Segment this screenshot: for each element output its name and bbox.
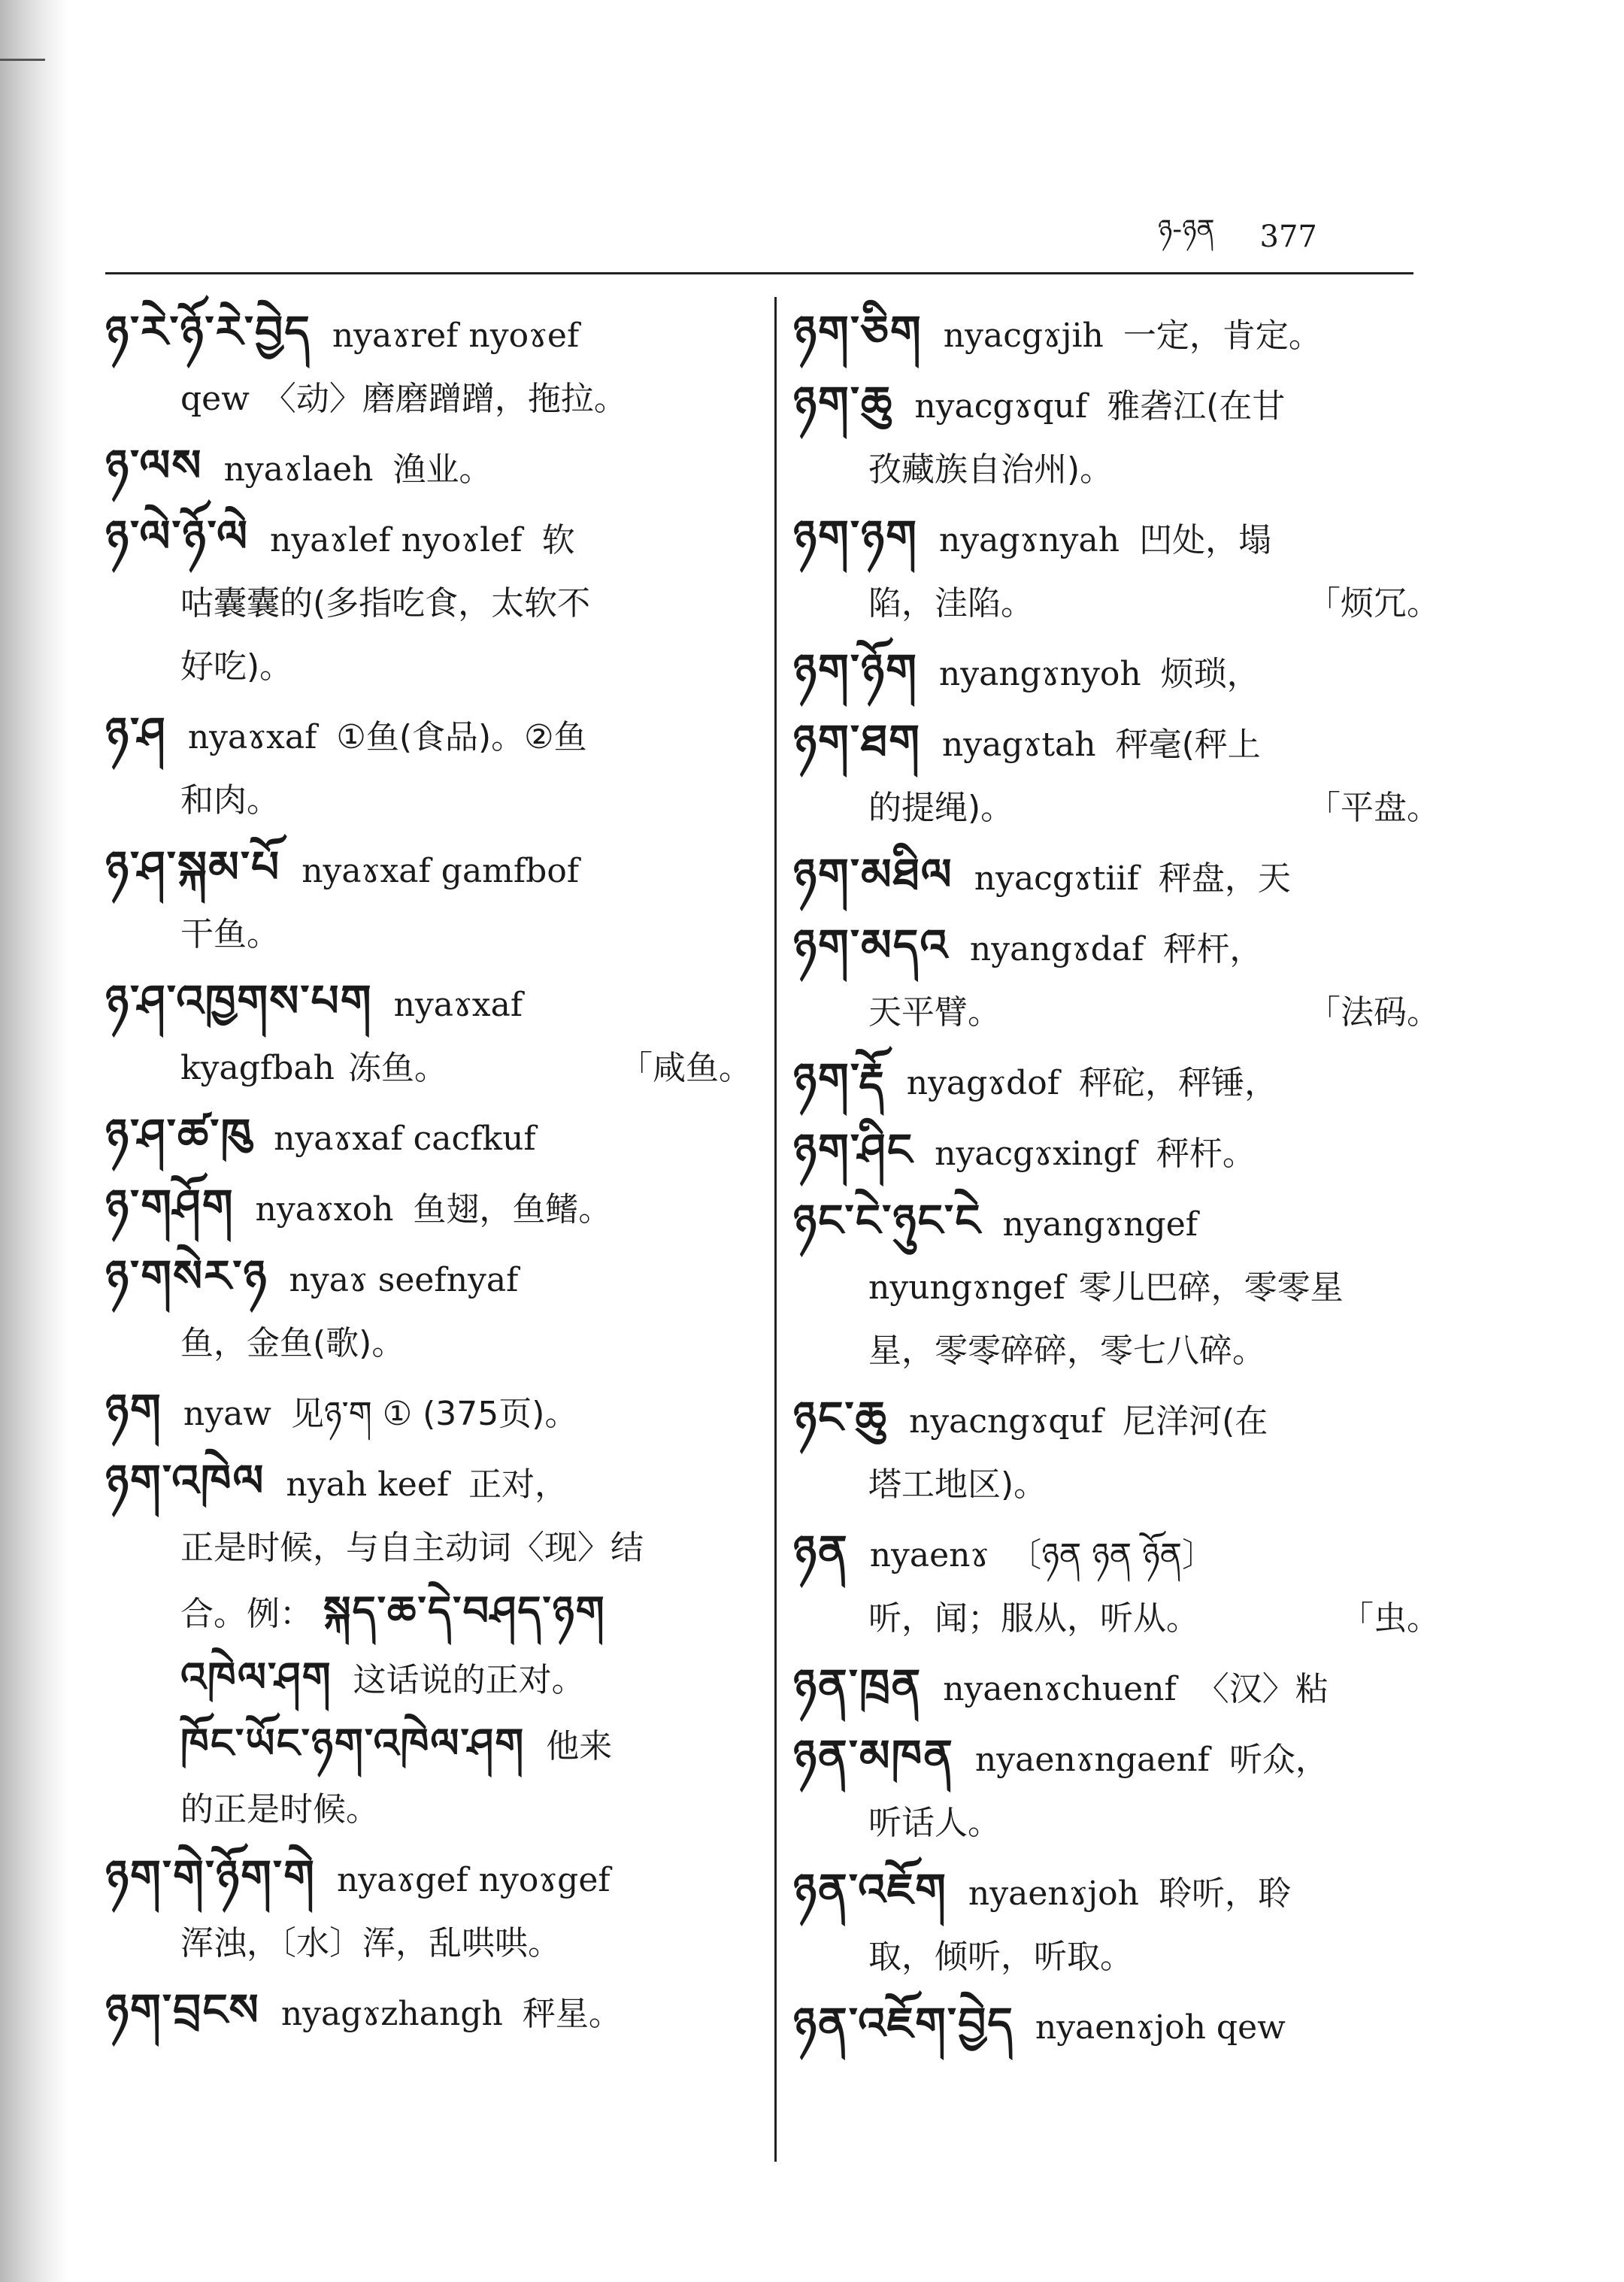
header-rule xyxy=(105,272,1413,274)
entry-continuation xyxy=(793,1453,1440,1517)
entry-definition: 听众， xyxy=(1229,1741,1329,1779)
dictionary-entry xyxy=(105,434,752,502)
continuation-definition: 冻鱼。 xyxy=(347,1049,447,1087)
entry-definition: 渔业。 xyxy=(392,450,492,489)
page-header xyxy=(1158,211,1398,263)
continuation-definition: 这话说的正对。 xyxy=(353,1661,585,1699)
entry-romanization: nyangɤngef xyxy=(1002,1205,1198,1244)
dictionary-entry xyxy=(793,638,1440,706)
entry-romanization: nyagɤtah xyxy=(941,726,1096,764)
entry-definition: 一定，肯定。 xyxy=(1123,317,1322,355)
page-edge-shadow xyxy=(0,0,68,2282)
continuation-definition: 塔工地区)。 xyxy=(868,1465,1047,1504)
continuation-definition: 和肉。 xyxy=(180,781,280,820)
entry-tibetan: ཉག་གེ་ཉོག་གེ xyxy=(105,1850,316,1902)
continuation-tibetan: སྐད་ཆ་དེ་བཤད་ཉག xyxy=(323,1587,606,1635)
entry-tibetan: ཉག་ཤིང xyxy=(793,1124,914,1175)
entry-definition: 见ཉ་ག ① (375页)。 xyxy=(290,1395,578,1433)
continuation-definition: 星，零零碎碎，零七八碎。 xyxy=(868,1332,1265,1370)
dictionary-entry xyxy=(105,1844,752,1975)
dictionary-entry xyxy=(105,1103,752,1171)
entry-tibetan: ཉ་གསེར་ཉ xyxy=(105,1250,268,1302)
entry-definition: 正对， xyxy=(468,1465,568,1504)
continuation-definition: 零儿巴碎，零零星 xyxy=(1078,1268,1344,1307)
entry-tibetan: ཉང་ཆུ xyxy=(793,1392,888,1443)
entry-tibetan: ཉག་བྲངས xyxy=(105,1984,260,2035)
continuation-definition: 正是时候，与自主动词〈现〉结 xyxy=(180,1529,644,1567)
continuation-note: 「平盘。 xyxy=(1307,789,1440,827)
dictionary-entry xyxy=(793,1858,1440,1989)
entry-definition: 秤杆， xyxy=(1163,930,1263,968)
entry-tibetan: ཉན་མཁན xyxy=(793,1730,954,1781)
entry-romanization: nyacgɤxingf xyxy=(935,1135,1137,1173)
entry-definition: 尼洋河(在 xyxy=(1123,1402,1268,1441)
dictionary-entry xyxy=(105,300,752,431)
continuation-definition: 陷，洼陷。 xyxy=(868,584,1034,623)
entry-continuation xyxy=(793,1926,1440,1989)
entry-definition: 软 xyxy=(541,521,575,559)
entry-tibetan: ཉ་ལས xyxy=(105,440,203,491)
entry-tibetan: ཉག་ཉག xyxy=(793,511,918,562)
column-divider xyxy=(774,297,777,2162)
continuation-note: 「法码。 xyxy=(1307,993,1440,1032)
entry-romanization: nyaenɤchuenf xyxy=(943,1670,1177,1708)
entry-definition: ①鱼(食品)。②鱼 xyxy=(336,718,587,756)
entry-definition: 秤毫(秤上 xyxy=(1115,726,1261,764)
entry-romanization: nyagɤzhangh xyxy=(280,1995,503,2033)
entry-tibetan: ཉག xyxy=(105,1384,162,1435)
entry-tibetan: ཉ་ཤ་སྐམ་པོ xyxy=(105,841,281,892)
entry-definition: 〈汉〉粘 xyxy=(1195,1670,1329,1708)
entry-definition: 秤杆。 xyxy=(1156,1135,1256,1173)
dictionary-entry xyxy=(793,1992,1440,2059)
dictionary-entry xyxy=(793,1047,1440,1115)
entry-romanization: nyaɤref nyoɤef xyxy=(332,317,580,355)
entry-romanization: nyaɤxoh xyxy=(255,1190,394,1229)
entry-romanization: nyangɤnyoh xyxy=(938,655,1141,693)
continuation-definition: 〈动〉磨磨蹭蹭，拖拉。 xyxy=(262,380,627,418)
entry-tibetan: ཉ་ཤ་ཚ་ཁུ xyxy=(105,1109,253,1160)
entry-tibetan: ཉ་ལེ་ཉོ་ལེ xyxy=(105,511,250,562)
continuation-romanization: qew xyxy=(180,380,250,418)
entry-romanization: nyaɤlaeh xyxy=(223,450,374,489)
entry-continuation xyxy=(105,368,752,431)
entry-romanization: nyaenɤjoh xyxy=(968,1874,1140,1913)
continuation-definition: 他来 xyxy=(546,1727,613,1765)
entry-definition: 烦琐， xyxy=(1160,655,1260,693)
continuation-note: 「咸鱼。 xyxy=(620,1049,752,1087)
continuation-definition: 的提绳)。 xyxy=(868,789,1014,827)
dictionary-entry xyxy=(105,1174,752,1241)
entry-continuation xyxy=(105,1517,752,1580)
page-number: 377 xyxy=(1259,220,1317,254)
continuation-definition: 咕囊囊的(多指吃食，太软不 xyxy=(180,584,591,623)
continuation-definition: 听，闻；服从，听从。 xyxy=(868,1599,1199,1638)
entry-tibetan: ཉག་རྡོ xyxy=(793,1053,886,1105)
entry-continuation xyxy=(105,1778,752,1841)
entry-definition: 秤砣，秤锤， xyxy=(1079,1064,1278,1102)
entry-romanization: nyaɤxaf xyxy=(187,718,317,756)
entry-continuation xyxy=(793,1320,1440,1383)
entry-romanization: nyagɤnyah xyxy=(938,521,1120,559)
entry-definition: 秤盘，天 xyxy=(1158,859,1291,898)
entry-tibetan: ཉན་འཇོག་བྱེད xyxy=(793,1998,1014,2049)
dictionary-entry xyxy=(105,505,752,699)
entry-definition: 雅砻江(在甘 xyxy=(1107,387,1286,426)
entry-tibetan: ཉ་ཤ xyxy=(105,708,167,759)
dictionary-entry xyxy=(793,1520,1440,1650)
entry-tibetan: ཉག་ཉོག xyxy=(793,644,918,696)
entry-romanization: nyaɤlef nyoɤlef xyxy=(270,521,523,559)
dictionary-entry xyxy=(105,1244,752,1375)
entry-definition: 鱼翅，鱼鳍。 xyxy=(413,1190,612,1229)
entry-tibetan: ཉན xyxy=(793,1526,849,1577)
continuation-romanization: kyagfbah xyxy=(180,1049,335,1087)
entry-tibetan: ཉག་ཐག xyxy=(793,715,921,766)
entry-romanization: nyacgɤtiif xyxy=(974,859,1139,898)
entry-tibetan: ཉན་འཇོག xyxy=(793,1864,947,1915)
entry-definition: 秤星。 xyxy=(522,1995,622,2033)
entry-definition: 〔ཉན ཉན ཉོན〕 xyxy=(1008,1536,1215,1574)
entry-romanization: nyaɤxaf xyxy=(393,986,523,1024)
dictionary-entry xyxy=(793,505,1440,635)
header-range: ཉ-ཉན xyxy=(1158,214,1215,245)
entry-tibetan: ཉ་རེ་ཉོ་རེ་བྱེད xyxy=(105,306,311,357)
continuation-romanization: nyungɤngef xyxy=(868,1268,1065,1307)
entry-continuation xyxy=(105,1037,752,1100)
continuation-definition: 好吃)。 xyxy=(180,647,293,686)
continuation-definition: 天平臂。 xyxy=(868,993,1001,1032)
dictionary-entry xyxy=(793,1189,1440,1383)
entry-romanization: nyacngɤquf xyxy=(908,1402,1104,1441)
dictionary-entry xyxy=(793,709,1440,840)
entry-romanization: nyaɤgef nyoɤgef xyxy=(336,1861,611,1899)
continuation-note: 「虫。 xyxy=(1341,1599,1440,1638)
dictionary-entry xyxy=(105,702,752,832)
entry-continuation xyxy=(105,1712,752,1778)
continuation-definition: 听话人。 xyxy=(868,1804,1001,1842)
continuation-note: 「烦冗。 xyxy=(1307,584,1440,623)
entry-continuation xyxy=(105,572,752,635)
entry-romanization: nyaenɤjoh qew xyxy=(1035,2008,1286,2047)
entry-continuation xyxy=(105,903,752,966)
dictionary-entry xyxy=(793,1118,1440,1186)
entry-tibetan: ཉང་ངེ་ཉུང་ངེ xyxy=(793,1195,982,1246)
entry-tibetan: ཉ་གཤོག xyxy=(105,1180,235,1231)
entry-tibetan: ཉག་མདའ xyxy=(793,920,949,971)
dictionary-entry xyxy=(793,1386,1440,1517)
entry-romanization: nyangɤdaf xyxy=(969,930,1144,968)
entry-tibetan: ཉ་ཤ་འཁྱགས་པག xyxy=(105,975,373,1026)
entry-continuation xyxy=(105,1912,752,1975)
dictionary-entry xyxy=(105,969,752,1100)
dictionary-entry xyxy=(105,1449,752,1841)
continuation-tibetan: ཁོང་ཡོང་ཉག་འཁེལ་ཤག xyxy=(180,1720,526,1767)
dictionary-entry xyxy=(793,1724,1440,1855)
entry-definition: 凹处，塌 xyxy=(1139,521,1272,559)
entry-continuation xyxy=(793,572,1440,635)
entry-romanization: nyah keef xyxy=(286,1465,450,1504)
entry-romanization: nyacgɤjih xyxy=(943,317,1104,355)
entry-romanization: nyaɤxaf gamfbof xyxy=(301,852,580,890)
continuation-definition: 浑浊，〔水〕浑，乱哄哄。 xyxy=(180,1924,561,1962)
continuation-definition: 取，倾听，听取。 xyxy=(868,1938,1133,1976)
continuation-tibetan: འཁེལ་ཤག xyxy=(180,1653,332,1701)
dictionary-entry xyxy=(793,1653,1440,1721)
left-column xyxy=(105,297,752,2046)
entry-continuation xyxy=(105,769,752,832)
page-edge-mark xyxy=(0,59,45,61)
dictionary-entry xyxy=(793,843,1440,911)
entry-romanization: nyaenɤ xyxy=(869,1536,989,1574)
entry-tibetan: ཉག་ཅིག xyxy=(793,306,923,357)
entry-romanization: nyaɤ seefnyaf xyxy=(289,1261,519,1299)
dictionary-entry xyxy=(105,835,752,966)
entry-continuation xyxy=(793,1792,1440,1855)
continuation-definition: 孜藏族自治州)。 xyxy=(868,450,1113,489)
entry-continuation xyxy=(793,981,1440,1044)
continuation-definition: 鱼，金鱼(歌)。 xyxy=(180,1324,405,1362)
entry-continuation xyxy=(105,1646,752,1712)
entry-romanization: nyacgɤquf xyxy=(914,387,1088,426)
dictionary-entry xyxy=(793,914,1440,1044)
entry-tibetan: ཉག་མཐིལ xyxy=(793,849,953,900)
entry-continuation xyxy=(105,1312,752,1375)
continuation-definition: 干鱼。 xyxy=(180,915,280,953)
dictionary-entry xyxy=(105,1978,752,2046)
entry-continuation xyxy=(105,1580,752,1646)
entry-romanization: nyaenɤngaenf xyxy=(974,1741,1210,1779)
entry-tibetan: ཉག་འཁེལ xyxy=(105,1455,265,1506)
entry-tibetan: ཉག་ཆུ xyxy=(793,377,894,428)
right-column xyxy=(793,297,1440,2059)
entry-continuation xyxy=(105,635,752,699)
dictionary-entry xyxy=(105,1378,752,1446)
entry-romanization: nyaw xyxy=(183,1395,271,1433)
dictionary-entry xyxy=(793,371,1440,502)
continuation-definition: 的正是时候。 xyxy=(180,1790,379,1829)
entry-continuation xyxy=(793,1587,1440,1650)
dictionary-entry xyxy=(793,300,1440,368)
entry-continuation xyxy=(793,777,1440,840)
continuation-definition: 合。例： xyxy=(180,1595,313,1633)
entry-continuation xyxy=(793,1256,1440,1320)
entry-tibetan: ཉན་ཁྲན xyxy=(793,1659,923,1711)
entry-romanization: nyaɤxaf cacfkuf xyxy=(274,1120,536,1158)
entry-continuation xyxy=(793,438,1440,502)
entry-romanization: nyagɤdof xyxy=(906,1064,1060,1102)
entry-definition: 聆听，聆 xyxy=(1159,1874,1292,1913)
